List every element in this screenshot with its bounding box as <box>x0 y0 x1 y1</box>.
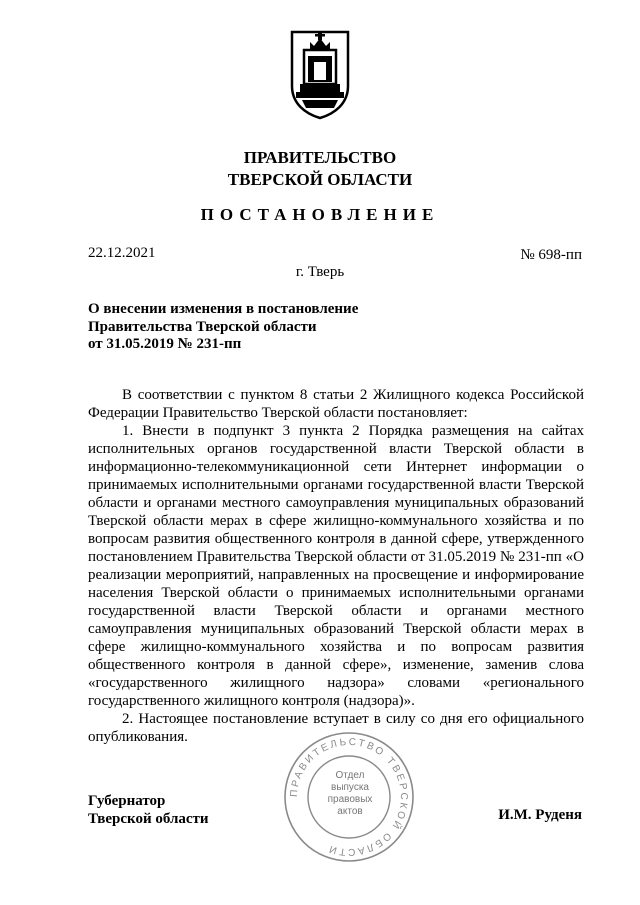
subject-line1: О внесении изменения в постановление <box>88 301 359 317</box>
org-title-line2: ТВЕРСКОЙ ОБЛАСТИ <box>227 170 413 189</box>
stamp-inner-line2: выпуска <box>331 782 369 793</box>
tver-coat-of-arms-icon <box>288 28 352 120</box>
body-paragraph-item2: 2. Настоящее постановление вступает в силу со дня его официального опубликования. <box>88 711 584 745</box>
stamp-ring-text: ПРАВИТЕЛЬСТВО ТВЕРСКОЙ ОБЛАСТИ <box>288 736 410 858</box>
stamp-inner-line3: правовых <box>327 794 373 805</box>
signer-position-line1: Губернатор <box>88 793 166 809</box>
document-body <box>88 386 584 746</box>
stamp-inner-line1: Отдел <box>335 770 365 781</box>
document-subject <box>88 301 448 354</box>
document-type: ПОСТАНОВЛЕНИЕ <box>200 205 440 224</box>
subject-line3: от 31.05.2019 № 231-пп <box>88 336 242 352</box>
document-date: 22.12.2021 <box>88 245 156 261</box>
signer-position <box>88 792 209 828</box>
org-title-line1: ПРАВИТЕЛЬСТВО <box>243 148 397 167</box>
stamp-inner-line4: актов <box>337 806 363 817</box>
document-city: г. Тверь <box>295 264 345 280</box>
signer-name: И.М. Руденя <box>498 807 582 823</box>
document-number: № 698-пп <box>520 247 582 263</box>
body-paragraph-preamble: В соответствии с пунктом 8 статьи 2 Жилищного кодекса Российской Федерации Правительство Тверской области постановляет: <box>88 387 584 421</box>
body-paragraph-item1: 1. Внести в подпункт 3 пункта 2 Порядка размещения на сайтах исполнительных органов государственной власти Тверской области в информационно-телекоммуникационной сети Интернет информации о принимаемых исполнительными органами государственной власти Тверской области и органами местного самоуправления муниципальных образований Тверской области мерах в сфере жилищно-коммунального хозяйства и по вопросам развития общественного контроля в данной сфере, утвержденного постановлением Правительства Тверской области от 31.05.2019 № 231-пп «О реализации мероприятий, направленных на просвещение и информирование населения Тверской области о принимаемых исполнительными органами государственной власти Тверской области и органами местного самоуправления муниципальных образований Тверской области мерах в сфере жилищно-коммунального хозяйства и по вопросам развития общественного контроля в данной сфере», изменение, заменив слова «государственного жилищного надзора» словами «регионального государственного жилищного контроля (надзора)». <box>88 423 584 709</box>
stamp-inner-text <box>320 770 380 818</box>
signer-position-line2: Тверской области <box>88 811 209 827</box>
subject-line2: Правительства Тверской области <box>88 318 317 335</box>
